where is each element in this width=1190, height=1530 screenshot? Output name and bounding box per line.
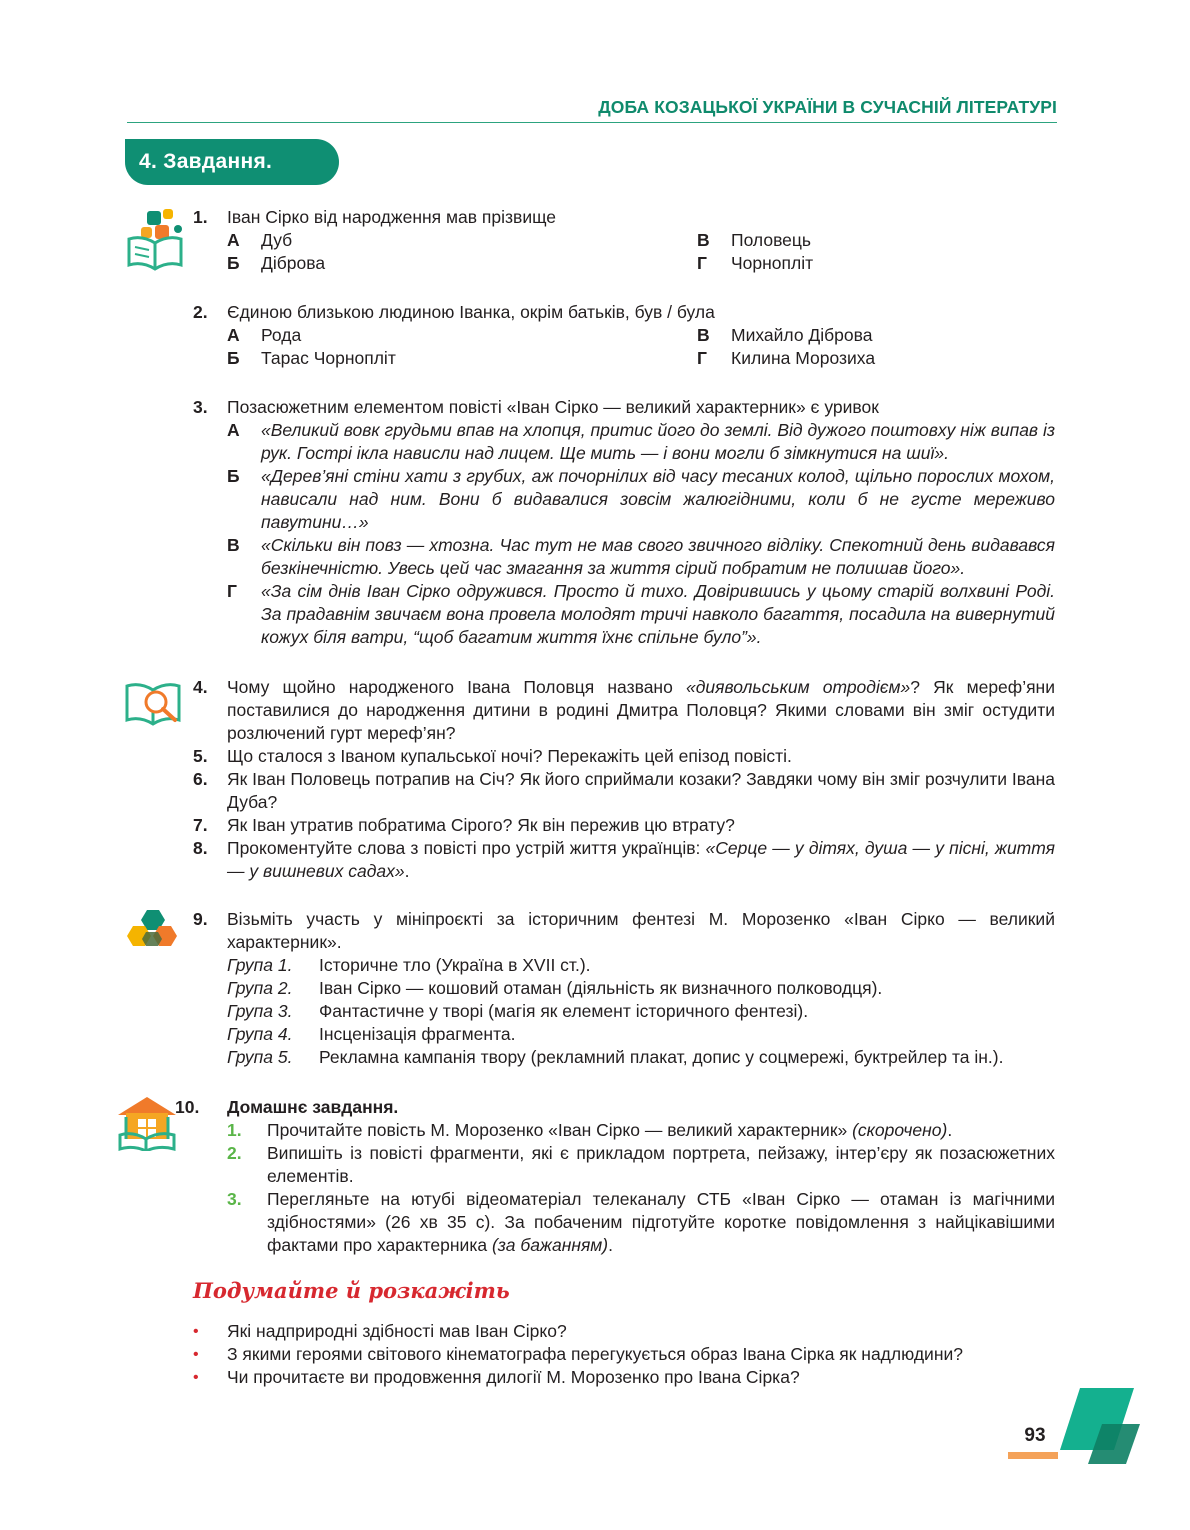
book-blocks-icon <box>125 207 187 271</box>
question-text: Позасюжетним елементом повісті «Іван Сірко — великий характерник» є уривок <box>227 397 879 417</box>
question-6: 6. Як Іван Половець потрапив на Січ? Як його сприймали козаки? Завдяки чому він зміг розчулити Івана Дуба? <box>193 769 1055 812</box>
option-g: Г Чорнопліт <box>697 253 814 273</box>
group-item: Група 1. Історичне тло (Україна в XVII ст.). <box>227 955 591 975</box>
question-5: 5. Що сталося з Іваном купальської ночі? Перекажіть цей епізод повісті. <box>193 746 792 766</box>
question-text: Єдиною близькою людиною Іванка, окрім батьків, був / була <box>227 302 715 322</box>
list-item: • Чи прочитаєте ви продовження дилогії М. Морозенко про Івана Сірка? <box>193 1367 800 1387</box>
running-title: ДОБА КОЗАЦЬКОЇ УКРАЇНИ В СУЧАСНІЙ ЛІТЕРАТУРІ <box>127 96 1057 123</box>
question-9: 9. Візьміть участь у мініпроєкті за історичним фентезі М. Морозенко «Іван Сірко — великий характерник». Група 1. Історичне тло (Україна в XVII ст.). Група 2. Іван Сірко — кошовий отаман (діяльність як визначного полководця). Група 3. Фантастичне у творі (магія як елемент історичного фентезі). Група 4. Інсценізація фрагмента. Група 5. Рекламна кампанія твору (рекламний плакат, допис у соцмережі, буктрейлер та ін.). <box>193 909 1055 1067</box>
book-magnifier-icon <box>123 680 185 728</box>
option-a: А Рода <box>227 325 302 345</box>
list-item: • Які надприродні здібності мав Іван Сірко? <box>193 1321 567 1341</box>
question-4: 4. Чому щойно народженого Івана Половця названо «диявольським отродієм»? Як мереф’яни поставилися до народження дитини в родині Дмитра Половця? Якими словами він зміг остудити розлючений гурт мереф’ян? <box>193 677 1055 743</box>
section-title: 4. Завдання. <box>125 139 339 185</box>
question-2 <box>193 301 1055 370</box>
hexagons-icon <box>123 908 187 954</box>
group-item: Група 3. Фантастичне у творі (магія як елемент історичного фентезі). <box>227 1001 809 1021</box>
page-number-underline <box>1008 1452 1058 1459</box>
question-8: 8. Прокоментуйте слова з повісті про устрій життя українців: «Серце — у дітях, душа — у пісні, життя — у вишневих садах». <box>193 838 1055 881</box>
homework-item: 2. Випишіть із повісті фрагменти, які є прикладом портрета, пейзажу, інтер’єру як позасюжетних елементів. <box>227 1143 1055 1186</box>
option-g: Г «За сім днів Іван Сірко одружився. Просто й тихо. Довірившись у цьому старій волхвині Роді. За прадавнім звичаєм вона провела молодят тричі навколо багаття, посадила на вивернутий кожух біля ватри, “щоб багатим життя їхнє спільне було”». <box>227 581 1055 647</box>
question-text: Іван Сірко від народження мав прізвище <box>227 207 557 227</box>
homework-item: 3. Перегляньте на ютубі відеоматеріал телеканалу СТБ «Іван Сірко — отаман із магічними здібностями» (26 хв 35 с). За побаченим підготуйте коротке повідомлення з найцікавішими фактами про характерника (за бажанням). <box>227 1189 1055 1255</box>
house-book-icon <box>116 1095 178 1151</box>
option-v: В Михайло Діброва <box>697 325 873 345</box>
option-g: Г Килина Морозиха <box>697 348 876 368</box>
question-number: 1. <box>193 207 208 227</box>
option-b: Б «Дерев’яні стіни хати з грубих, аж почорнілих від часу тесаних колод, щільно порослих мохом, нависали над ним. Вони б видавалися зовсім жалюгідними, коли б не густе мереживо павутини…» <box>227 466 1055 532</box>
page-number: 93 <box>1024 1425 1046 1446</box>
questions-4-8 <box>193 676 1055 883</box>
group-item: Група 2. Іван Сірко — кошовий отаман (діяльність як визначного полководця). <box>227 978 883 998</box>
think-list <box>193 1320 1073 1389</box>
question-number: 3. <box>193 397 208 417</box>
think-title: Подумайте й розкажіть <box>193 1278 510 1303</box>
option-b: Б Тарас Чорнопліт <box>227 348 396 368</box>
question-1 <box>193 206 1055 275</box>
question-3 <box>193 396 1055 649</box>
question-7: 7. Як Іван утратив побратима Сірого? Як він пережив цю втрату? <box>193 815 735 835</box>
group-item: Група 5. Рекламна кампанія твору (рекламний плакат, допис у соцмережі, буктрейлер та ін.). <box>227 1047 1004 1067</box>
homework-item: 1. Прочитайте повість М. Морозенко «Іван Сірко — великий характерник» (скорочено). <box>227 1120 953 1140</box>
option-v: В «Скільки він повз — хтозна. Час тут не мав свого звичного відліку. Спекотний день видавався безкінечністю. Увесь цей час змагання за життя сірий побратим не полишав його». <box>227 535 1055 578</box>
question-10-homework: 10. Домашнє завдання. 1. Прочитайте повість М. Морозенко «Іван Сірко — великий характерник» (скорочено). 2. Випишіть із повісті фрагменти, які є прикладом портрета, пейзажу, інтер’єру як позасюжетних елементів. 3. Перегляньте на ютубі відеоматеріал телеканалу СТБ «Іван Сірко — отаман із магічними здібностями» (26 хв 35 с). За побаченим підготуйте коротке повідомлення з найцікавішими фактами про характерника (за бажанням). <box>175 1097 1055 1255</box>
homework-title: Домашнє завдання. <box>227 1097 399 1117</box>
option-a: А «Великий вовк грудьми впав на хлопця, притис його до землі. Від дужого поштовху ніж випав із рук. Гострі ікла нависли над лицем. Ще мить — і вони могли б зімкнутися на шиї». <box>227 420 1055 463</box>
list-item: • З якими героями світового кінематографа перегукується образ Івана Сірка як надлюдини? <box>193 1344 964 1364</box>
option-a: А Дуб <box>227 230 293 250</box>
question-number: 2. <box>193 302 208 322</box>
corner-decoration <box>1058 1386 1158 1464</box>
option-b: Б Діброва <box>227 253 326 273</box>
option-v: В Половець <box>697 230 812 250</box>
group-item: Група 4. Інсценізація фрагмента. <box>227 1024 516 1044</box>
